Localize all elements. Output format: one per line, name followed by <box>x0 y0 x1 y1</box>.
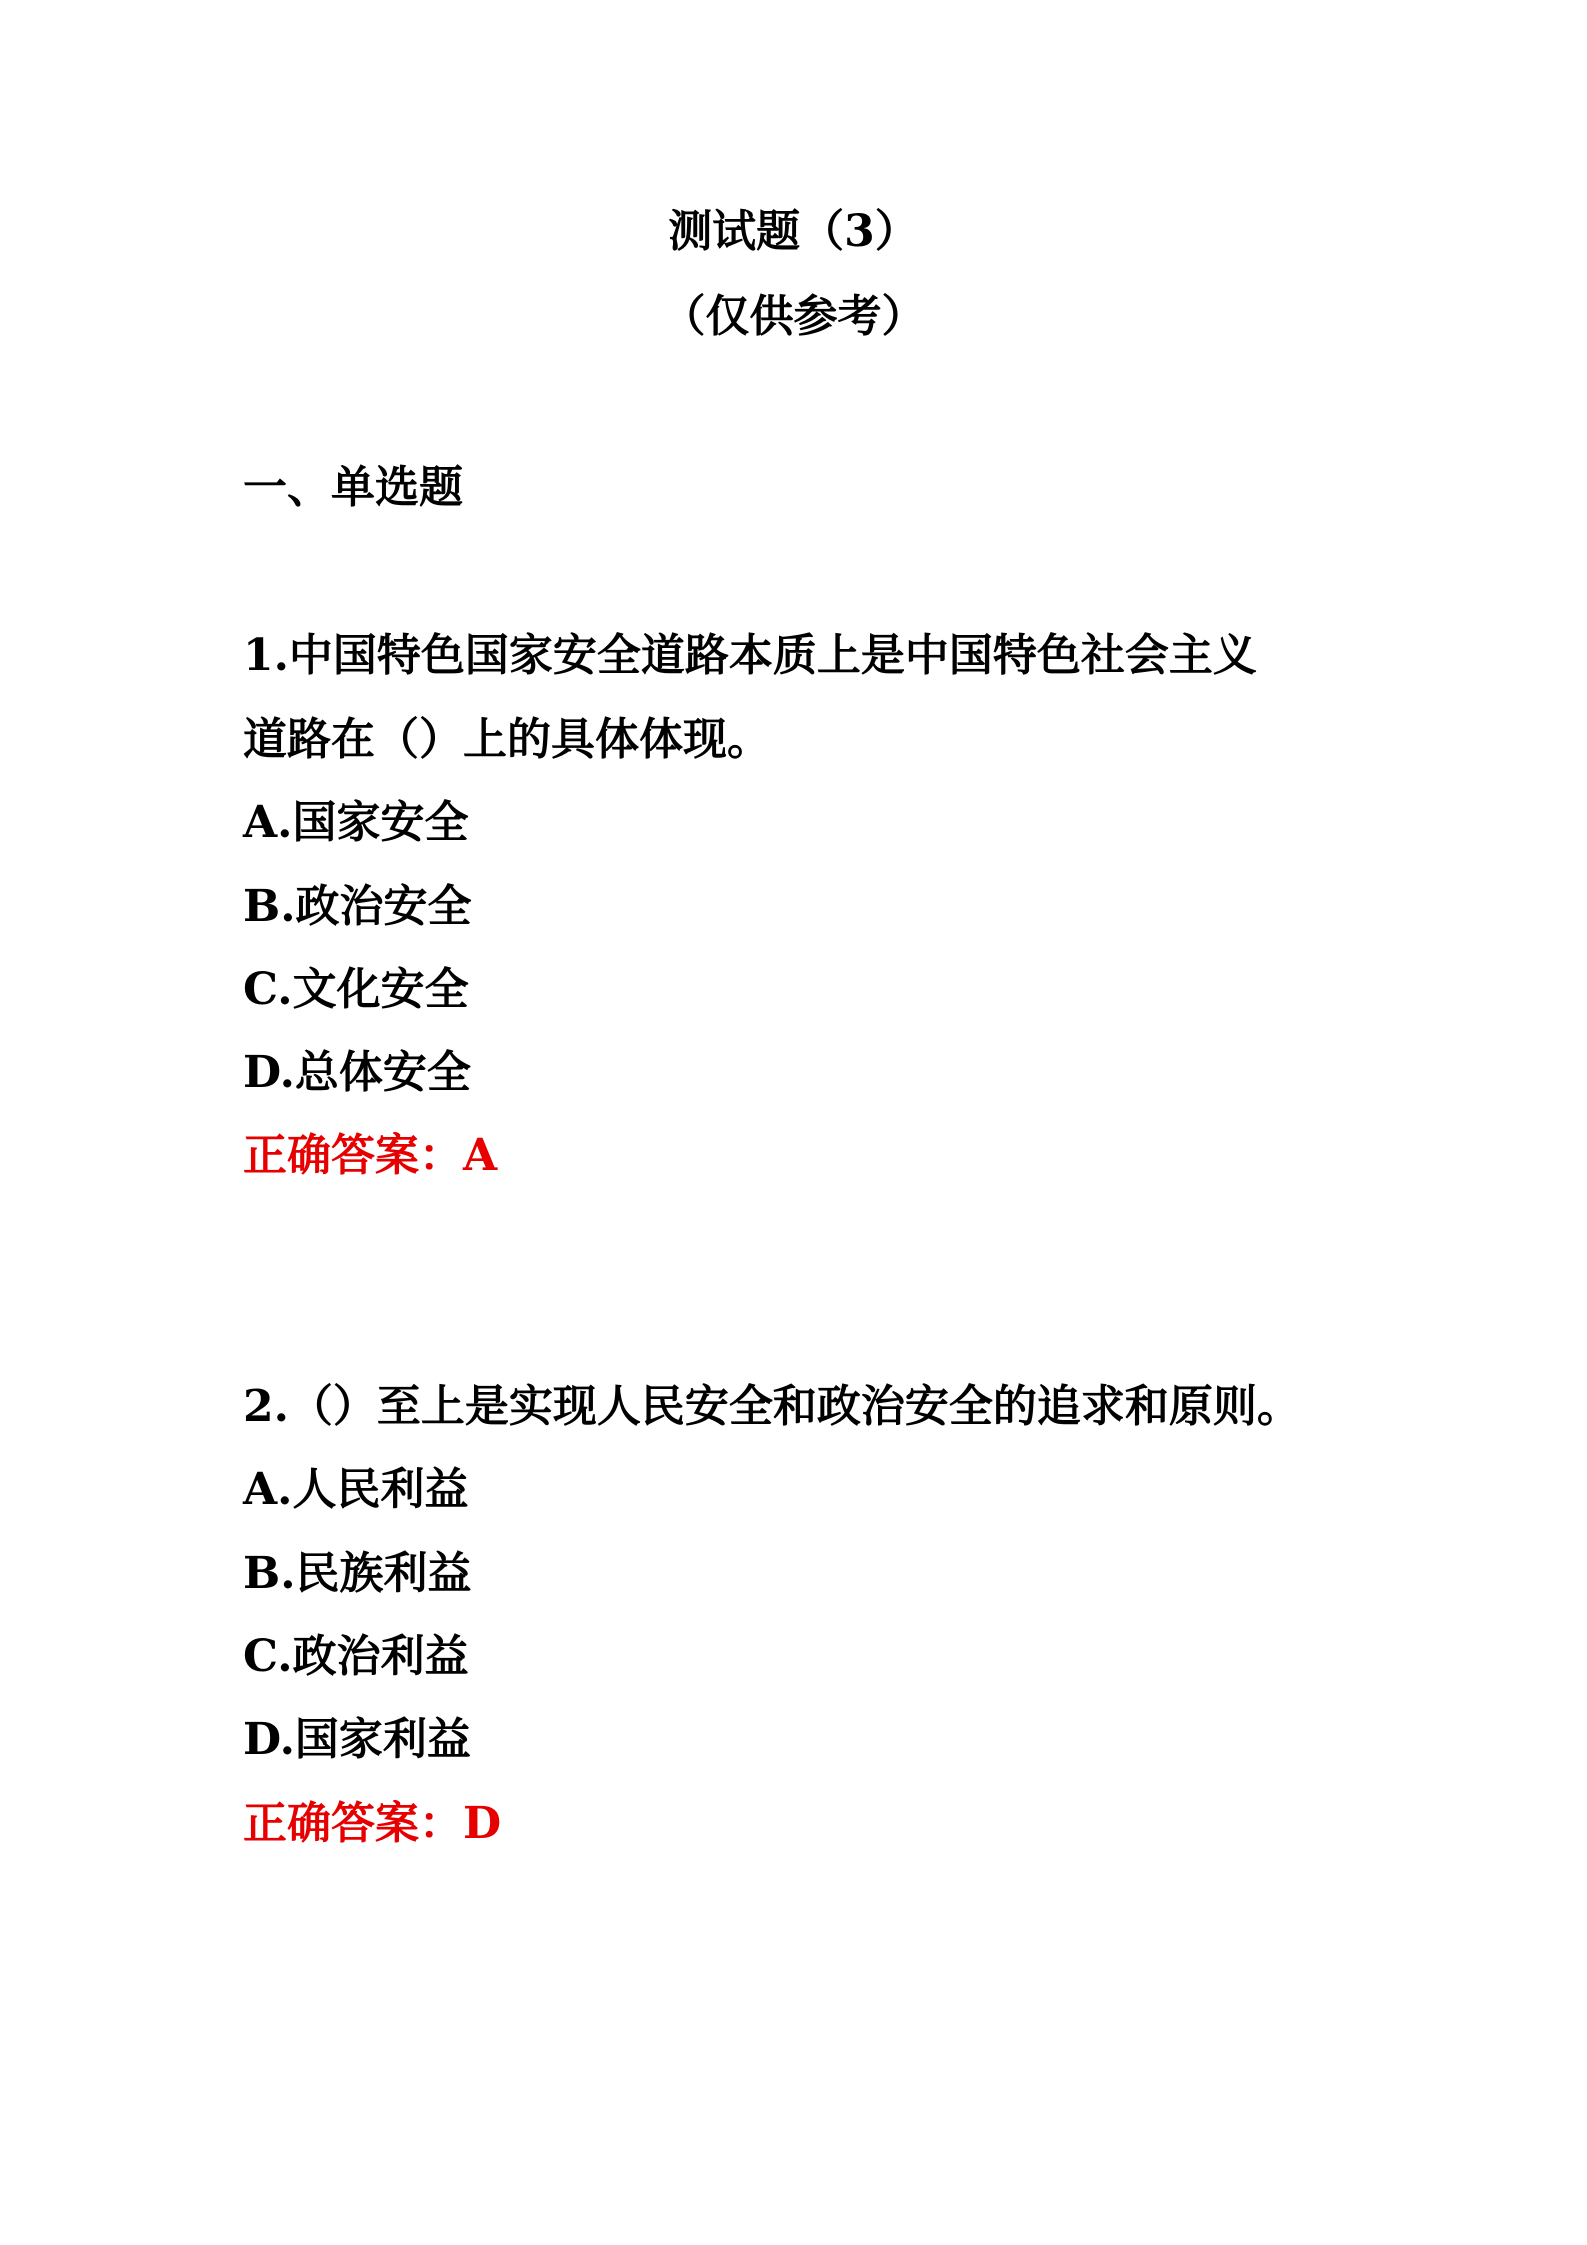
page-title: 测试题（3） <box>668 206 919 257</box>
question-2-option-c: C.政治利益 <box>243 1631 469 1682</box>
question-1-answer: 正确答案：A <box>243 1130 498 1181</box>
question-1-option-c: C.文化安全 <box>243 964 469 1015</box>
question-1-stem-line-2: 道路在（）上的具体体现。 <box>243 714 771 765</box>
question-1-option-b: B.政治安全 <box>243 881 472 932</box>
section-heading: 一、单选题 <box>243 462 463 513</box>
question-2-stem-line-1: 2.（）至上是实现人民安全和政治安全的追求和原则。 <box>243 1381 1301 1432</box>
question-2-option-b: B.民族利益 <box>243 1548 472 1599</box>
page-subtitle: （仅供参考） <box>661 291 926 342</box>
question-1-option-d: D.总体安全 <box>243 1047 471 1098</box>
question-1-option-a: A.国家安全 <box>243 797 469 848</box>
question-1-stem-line-1: 1.中国特色国家安全道路本质上是中国特色社会主义 <box>243 630 1257 681</box>
question-2-option-a: A.人民利益 <box>243 1464 469 1515</box>
question-2-answer: 正确答案：D <box>243 1798 502 1849</box>
question-2-option-d: D.国家利益 <box>243 1714 471 1765</box>
